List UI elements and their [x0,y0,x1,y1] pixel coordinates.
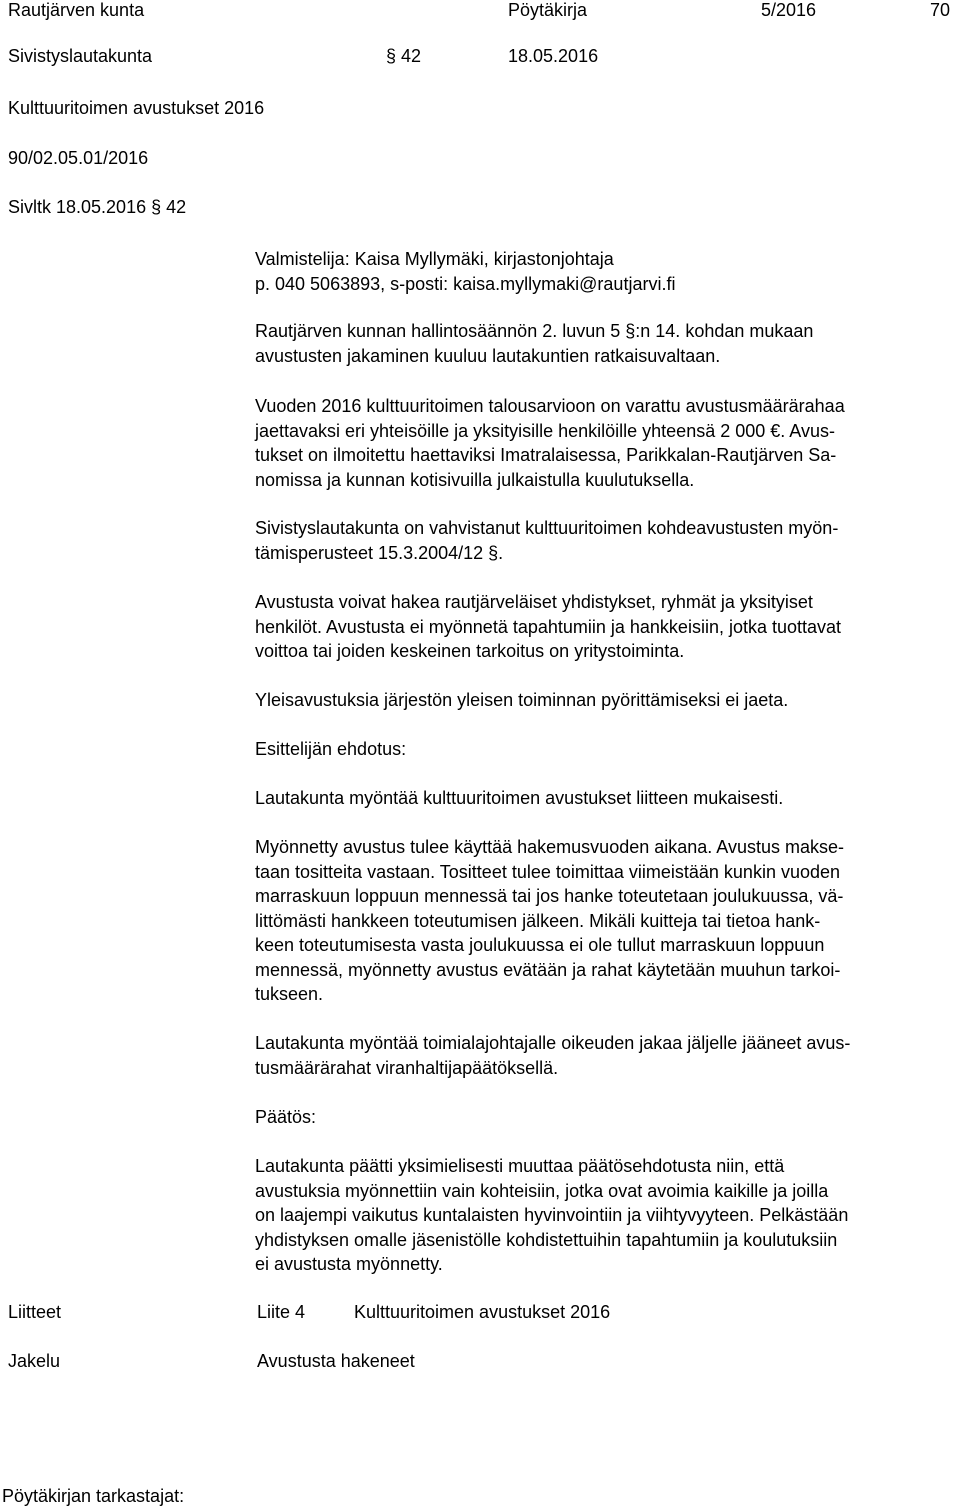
distribution-label: Jakelu [8,1351,61,1371]
preparer-info: Valmistelija: Kaisa Myllymäki, kirjastonjohtaja p. 040 5063893, s-posti: kaisa.myllymaki@rautjarvi.fi [255,249,676,294]
paragraph-5: Yleisavustuksia järjestön yleisen toiminnan pyörittämiseksi ei jaeta. [255,690,789,710]
section-icon: § [386,46,397,66]
paragraph-4: Avustusta voivat hakea rautjärveläiset yhdistykset, ryhmät ja yksityiset henkilöt. Avustusta ei myönnetä tapahtumiin ja hankkeisiin, jotka tuottavat voittoa tai joiden keskeinen tarkoitus on yritystoiminta. [255,592,842,661]
attachment-id: Liite 4 [257,1302,306,1322]
section-icon: § [151,197,162,217]
page-number: 70 [930,0,951,20]
proposal-heading: Esittelijän ehdotus: [255,739,407,759]
attachment-title: Kulttuuritoimen avustukset 2016 [354,1302,611,1322]
paragraph-3: Sivistyslautakunta on vahvistanut kulttuuritoimen kohdeavustusten myön- tämisperusteet 15.3.2004/12 §. [255,518,839,563]
committee-name: Sivistyslautakunta [8,46,153,66]
previous-reference: Sivltk 18.05.2016 § 42 [8,197,187,217]
paragraph-6: Lautakunta myöntää kulttuuritoimen avustukset liitteen mukaisesti. [255,788,784,808]
distribution-value: Avustusta hakeneet [257,1351,415,1371]
record-number: 90/02.05.01/2016 [8,148,149,168]
paragraph-2: Vuoden 2016 kulttuuritoimen talousarvioon on varattu avustusmäärärahaa jaettavaksi eri yhteisöille ja yksityisille henkilöille yhteensä 2 000 €. Avus- tukset on ilmoitettu haettaviksi Imatralaisessa, Parikkalan-Rautjärven Sa- nomissa ja kunnan kotisivuilla julkaistulla kuulutuksella. [255,396,845,490]
attachments-label: Liitteet [8,1302,62,1322]
document-type: Pöytäkirja [508,0,588,20]
paragraph-9: Lautakunta päätti yksimielisesti muuttaa päätösehdotusta niin, että avustuksia myönnettiin vain kohteisiin, jotka ovat avoimia kaikille ja joilla on laajempi vaikutus kuntalaisten hyvinvointiin ja viihtyvyyteen. Pelkästään yhdistyksen omalle jäsenistölle kohdistettuihin tapahtumiin ja koulutuksiin ei avustusta myönnetty. [255,1156,849,1274]
paragraph-7: Myönnetty avustus tulee käyttää hakemusvuoden aikana. Avustus makse- taan tositteita vastaan. Tositteet tulee toimittaa viimeistään kunkin vuoden marraskuun loppuun mennessä tai jos hanke toteutetaan joulukuussa, vä- littömästi hankkeen toteutumisen jälkeen. Mikäli kuitteja tai tietoa hank- keen toteutumisesta vasta joulukuussa ei ole tullut marraskuun loppuun mennessä, myönnetty avustus evätään ja rahat käytetään muuhun tarkoi- tukseen. [255,837,844,1004]
paragraph-8: Lautakunta myöntää toimialajohtajalle oikeuden jakaa jäljelle jääneet avus- tusmäärärahat viranhaltijapäätöksellä. [255,1033,851,1078]
item-title: Kulttuuritoimen avustukset 2016 [8,98,265,118]
organization-name: Rautjärven kunta [8,0,145,20]
meeting-date: 18.05.2016 [508,46,599,66]
section-number: § 42 [386,46,422,66]
reviewers-label: Pöytäkirjan tarkastajat: [2,1486,185,1506]
document-number: 5/2016 [761,0,817,20]
paragraph-1: Rautjärven kunnan hallintosäännön 2. luvun 5 §:n 14. kohdan mukaan avustusten jakaminen kuuluu lautakuntien ratkaisuvaltaan. [255,321,814,366]
decision-heading: Päätös: [255,1107,317,1127]
